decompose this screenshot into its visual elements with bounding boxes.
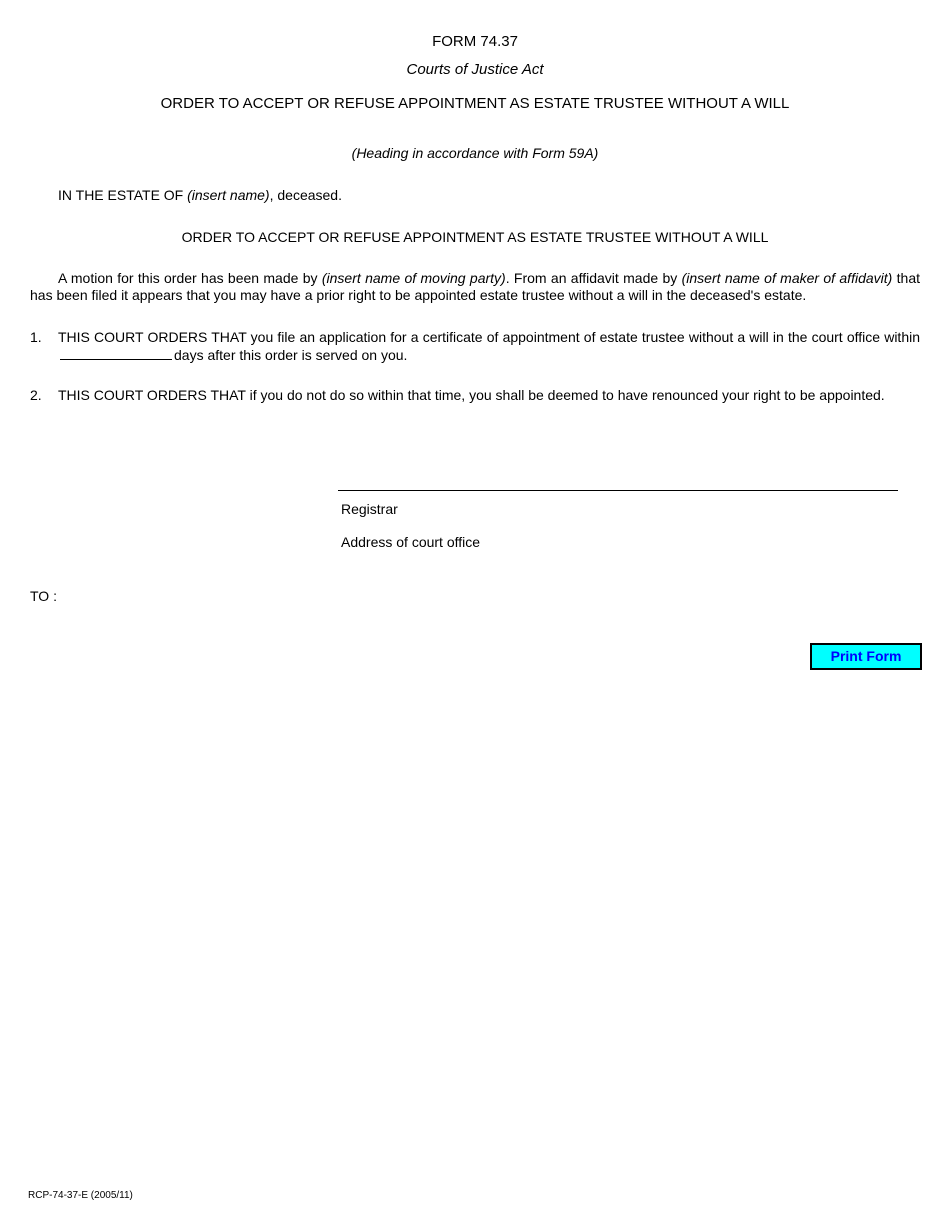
days-blank-field[interactable] (60, 346, 172, 360)
form-number: FORM 74.37 (432, 33, 518, 50)
estate-line (58, 187, 342, 203)
motion-paragraph (30, 270, 920, 304)
court-address-label: Address of court office (341, 534, 481, 550)
order-item-1 (30, 329, 920, 364)
affiant-placeholder: (insert name of maker of affidavit) (681, 270, 893, 286)
estate-suffix: , deceased. (269, 187, 342, 203)
print-form-button[interactable]: Print Form (810, 643, 922, 670)
order-item-2 (30, 387, 920, 404)
order-text-after: days after this order is served on you. (174, 347, 408, 363)
act-name: Courts of Justice Act (406, 61, 544, 78)
order-text: THIS COURT ORDERS THAT you file an application for a certificate of appointment of estate trustee without a will in the court office within (58, 329, 920, 345)
registrar-label: Registrar (341, 501, 398, 517)
form-code: RCP-74-37-E (2005/11) (28, 1190, 133, 1201)
motion-text-2: . From an affidavit made by (505, 270, 682, 286)
motion-text-1: A motion for this order has been made by (58, 270, 322, 286)
motion-text-3: that has been filed it appears that you may have a prior right to be appointed estate trustee without a will in the deceased's estate. (30, 270, 920, 303)
moving-party-placeholder: (insert name of moving party) (321, 270, 506, 286)
heading-note: (Heading in accordance with Form 59A) (351, 145, 599, 161)
form-title: ORDER TO ACCEPT OR REFUSE APPOINTMENT AS ESTATE TRUSTEE WITHOUT A WILL (160, 95, 790, 112)
order-number: 1. (30, 329, 42, 345)
to-label: TO : (30, 588, 57, 604)
estate-name-placeholder: (insert name) (187, 187, 270, 203)
order-number: 2. (30, 387, 42, 403)
order-text: THIS COURT ORDERS THAT if you do not do so within that time, you shall be deemed to have renounced your right to be appointed. (58, 387, 885, 403)
order-title: ORDER TO ACCEPT OR REFUSE APPOINTMENT AS ESTATE TRUSTEE WITHOUT A WILL (181, 229, 769, 245)
signature-line (338, 490, 898, 491)
estate-prefix: IN THE ESTATE OF (58, 187, 188, 203)
